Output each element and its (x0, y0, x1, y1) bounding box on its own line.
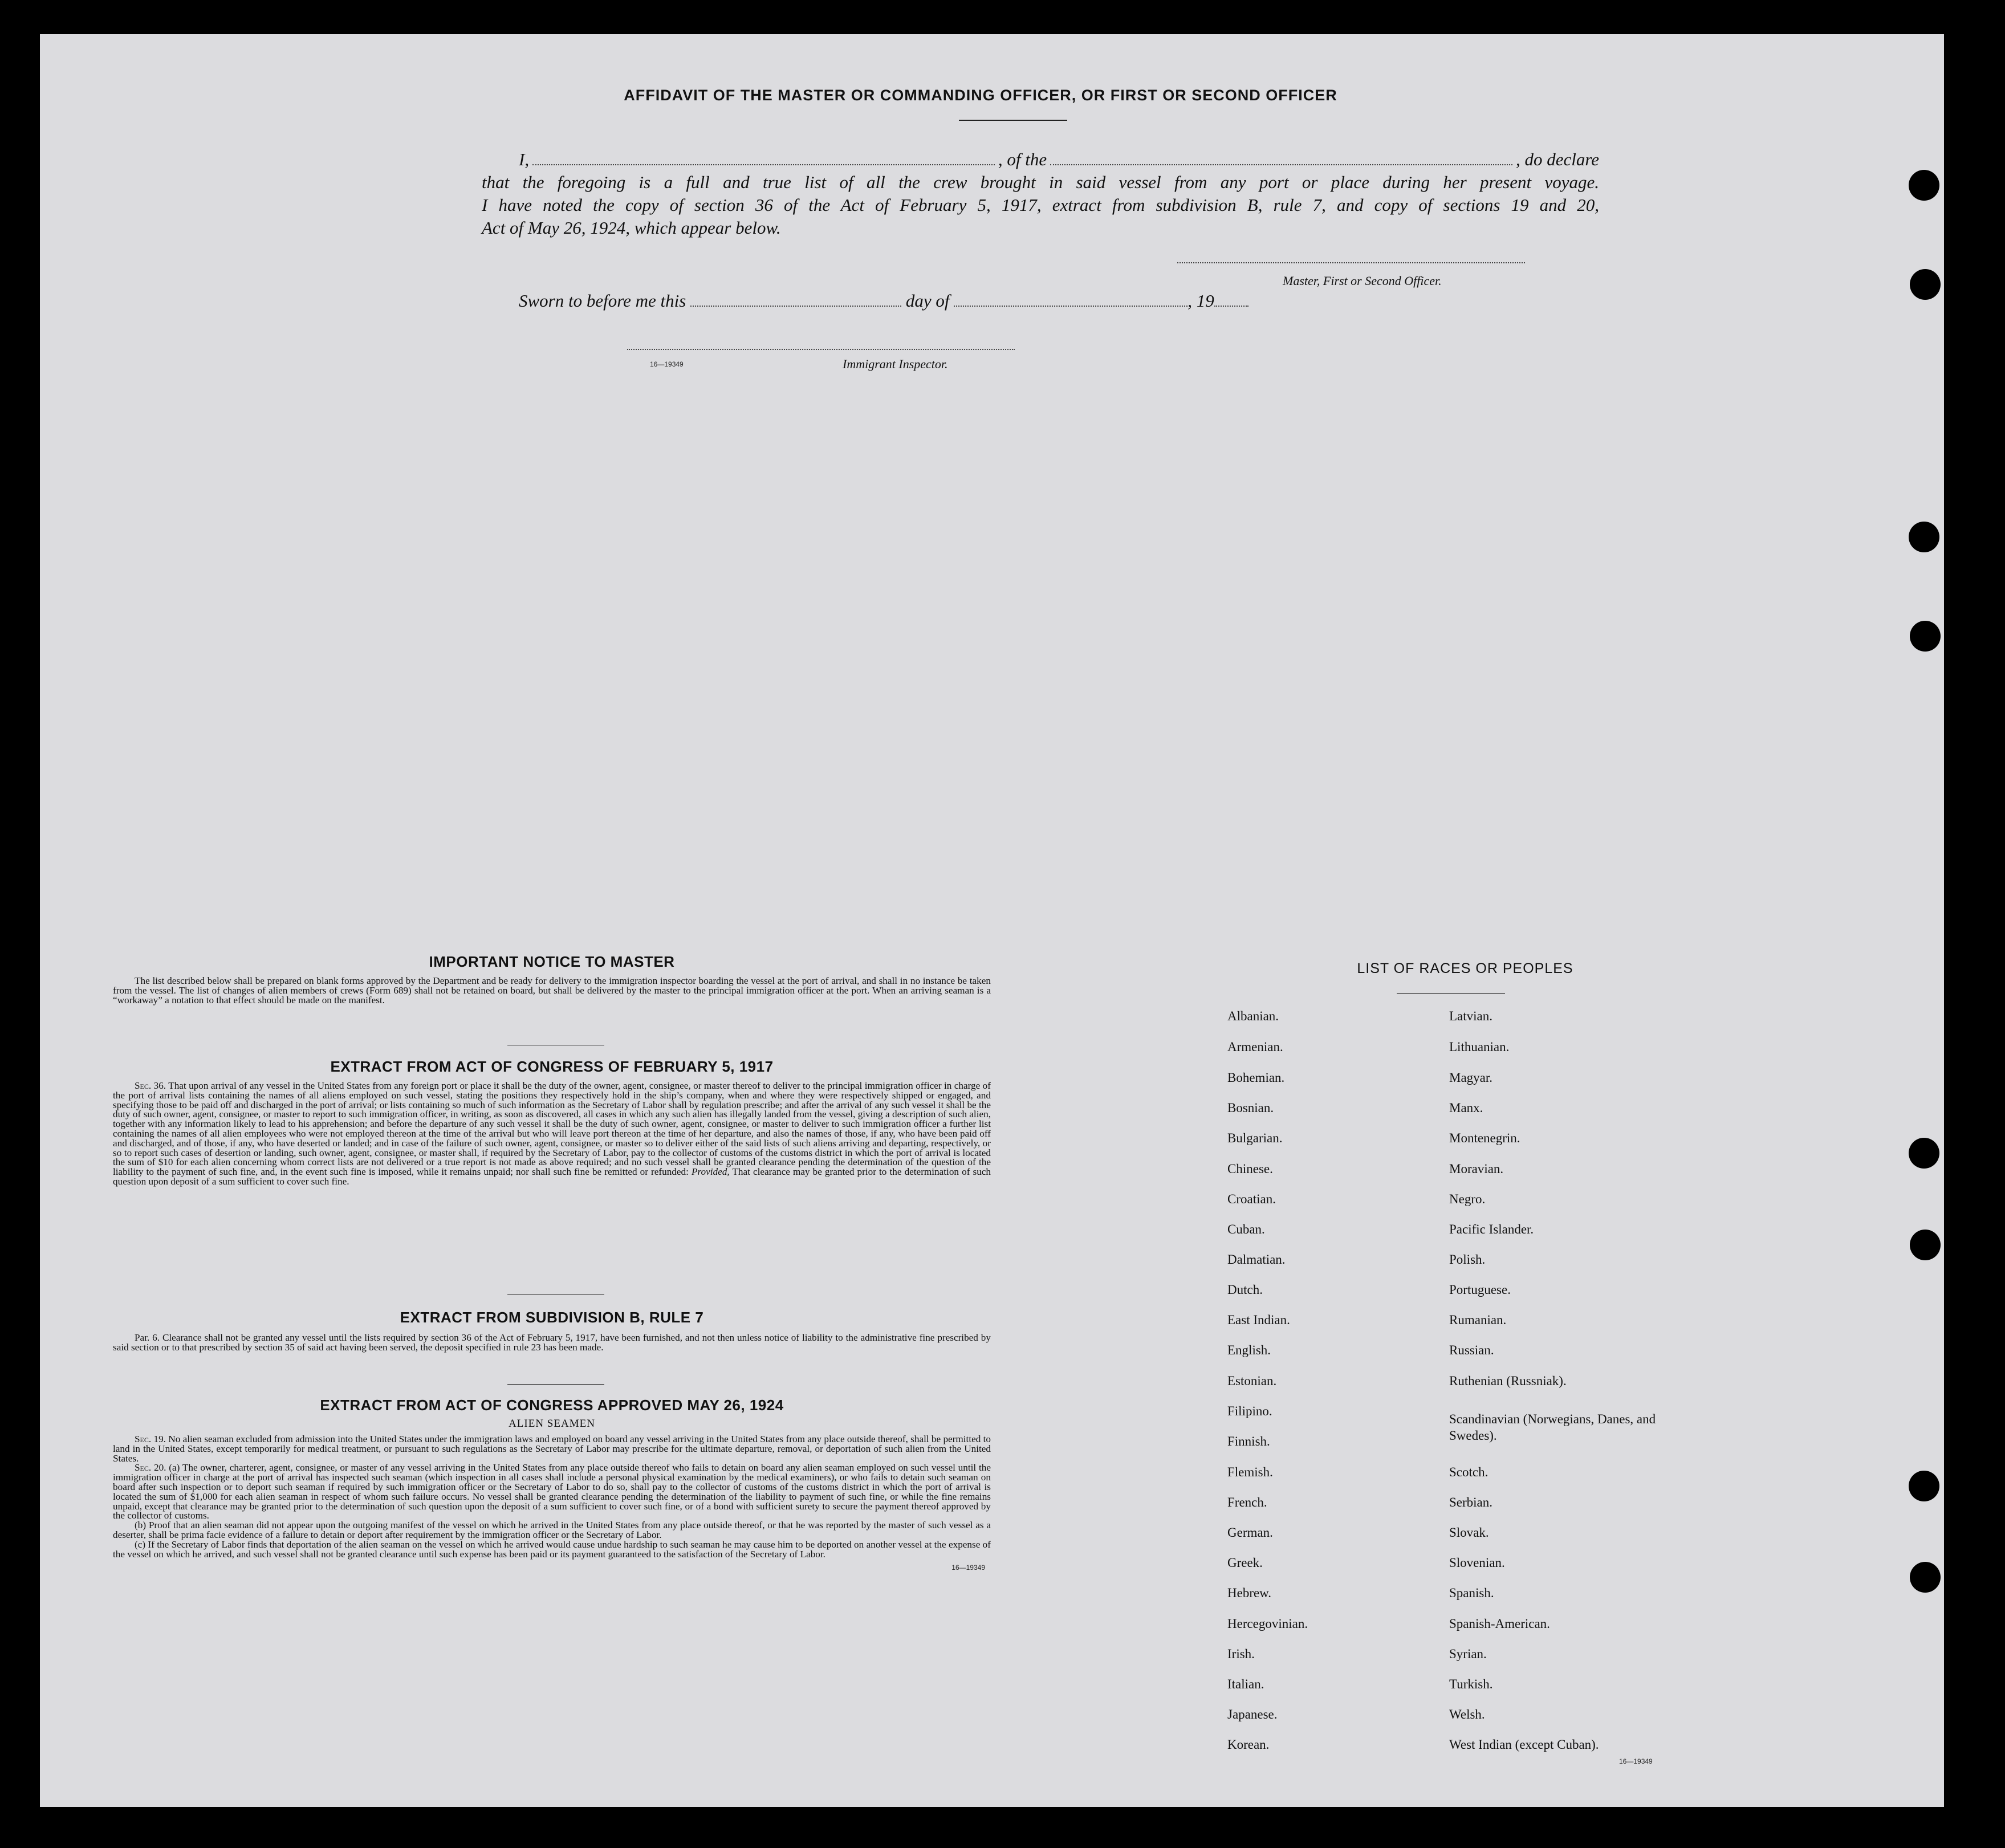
sworn-day-of: day of (905, 291, 950, 311)
form-code-notice: 16—19349 (951, 1564, 985, 1572)
affidavit-text (482, 148, 1599, 239)
sec-20c-text: (c) If the Secretary of Labor finds that deportation of the alien seaman on the vessel on which he arrived would cause undue hardship to such seaman he may cause him to be deported on another vessel at the expense of the vessel on which he arrived, and such vessel shall not be granted clearance until such expense has been paid or its payment guaranteed to the satisfaction of the Secretary of Labor. (113, 1538, 991, 1560)
alien-seamen-subtitle: ALIEN SEAMEN (509, 1418, 595, 1430)
race-item: Serbian. (1449, 1495, 1493, 1509)
affidavit-title: AFFIDAVIT OF THE MASTER OR COMMANDING OFFICER, OR FIRST OR SECOND OFFICER (624, 87, 1337, 104)
punch-hole (1910, 1562, 1941, 1593)
sworn-line (519, 291, 1374, 311)
vessel-name-field[interactable] (1050, 150, 1512, 165)
affidavit-i: I, (519, 149, 530, 169)
punch-hole (1909, 1138, 1939, 1169)
sworn-year-prefix: , 19 (1187, 291, 1214, 311)
race-item: Cuban. (1227, 1222, 1265, 1236)
race-item: Ruthenian (Russniak). (1449, 1374, 1567, 1388)
race-item: Chinese. (1227, 1162, 1273, 1176)
race-item: Moravian. (1449, 1162, 1504, 1176)
sec-36-text-end: That clearance may be granted prior to the determination of such question upon deposit of a sum sufficient to cover such fine. (113, 1166, 991, 1187)
affidavit-do-declare: , do declare (1515, 149, 1600, 169)
race-item: Hebrew. (1227, 1586, 1272, 1600)
race-item: Pacific Islander. (1449, 1222, 1534, 1236)
sec-20b-text: (b) Proof that an alien seaman did not appear upon the outgoing manifest of the vessel on which he arrived in the United States from any place outside thereof, or that he was reported by the master of such vessel as a deserter, shall be prima facie evidence of a failure to detain or deport after requirement by the immigration officer or the Secretary of Labor. (113, 1520, 991, 1540)
punch-hole (1909, 1471, 1939, 1501)
punch-hole (1909, 522, 1939, 552)
race-item: Filipino. (1227, 1404, 1272, 1418)
affidavit-line-1 (482, 148, 1599, 171)
race-item: Scandinavian (Norwegians, Danes, and Swedes). (1449, 1412, 1656, 1443)
extract-rule7-title: EXTRACT FROM SUBDIVISION B, RULE 7 (400, 1309, 704, 1326)
affidavit-of-the: , of the (998, 149, 1047, 169)
race-item: Magyar. (1449, 1070, 1493, 1085)
form-sheet (40, 34, 1944, 1807)
race-item: Flemish. (1227, 1465, 1273, 1479)
race-item: Japanese. (1227, 1707, 1278, 1721)
sec-20a-text: (a) The owner, charterer, agent, consignee, or master of any vessel arriving in the United States from any place outside thereof who fails to detain on board any alien seaman employed on such vessel until the immigration officer in charge at the port of arrival has inspected such seaman (which inspection in all cases shall include a personal physical examination by the medical examiners), or who fails to detain such seaman on board after such inspection or to deport such seaman if required by such immigration officer or the Secretary of Labor to do so, shall pay to the collector of customs of the customs district in which the port of arrival is located the sum of $1,000 for each alien seaman in respect of whom such failure occurs. No vessel shall be granted clearance pending the determination of the liability to payment of such fine, or while the fine remains unpaid, except that clearance may be granted prior to the determination of such question upon the deposit of a sum sufficient to cover such fine, or of a bond with sufficient surety to secure the payment thereof approved by the collector of customs. (113, 1462, 991, 1521)
sec-19-text: No alien seaman excluded from admission into the United States under the immigration laws and employed on board any vessel arriving in the United States from any place outside thereof, shall be permitted to land in the United States, except temporarily for medical treatment, or pursuant to such regulations as the Secretary of Labor may prescribe for the ultimate departure, removal, or deportation of such alien from the United States. (113, 1434, 991, 1464)
race-item: Bosnian. (1227, 1101, 1274, 1115)
extract-1924-title: EXTRACT FROM ACT OF CONGRESS APPROVED MAY 26, 1924 (320, 1397, 784, 1414)
race-item: Rumanian. (1449, 1313, 1507, 1327)
race-item: Estonian. (1227, 1374, 1277, 1388)
race-item: Croatian. (1227, 1192, 1276, 1206)
title-divider (959, 120, 1067, 121)
race-item: Italian. (1227, 1677, 1264, 1691)
inspector-signature-field[interactable] (627, 348, 1015, 350)
sec-36-text: That upon arrival of any vessel in the United States from any foreign port or place it shall be the duty of the owner, agent, consignee, or master thereof to deliver to the principal immigration officer in charge of the port of arrival lists containing the names of all aliens employed on such vessel, stating the positions they respectively hold in the ship’s company, when and where they were respectively shipped or engaged, and specifying those to be paid off and discharged in the port of arrival; or lists containing so much of such information as the Secretary of Labor shall by regulation prescribe; and after the arrival of any such vessel it shall be the duty of such owner, agent, consignee, or master to report to such immigration officer, in writing, as soon as discovered, all cases in which any such alien has illegally landed from the vessel, giving a description of such alien, together with any information likely to lead to his apprehension; and before the departure of any such vessel it shall be the duty of such owner, agent, consignee, or master to deliver to such immigration officer a further list containing the names of all alien employees who were not employed thereon at the time of the arrival but who will leave port thereon at the time of her departure, and also the names of those, if any, who have been paid off and discharged, and of those, if any, who have deserted or landed; and in case of the failure of such owner, agent, consignee, or master so to deliver either of the said lists of such aliens arriving and departing, respectively, or so to report such cases of desertion or landing, such owner, agent, consignee, or master shall, if required by the Secretary of Labor, pay to the collector of customs of the customs district in which the port of arrival is located the sum of $10 for each alien concerning whom correct lists are not delivered or a true report is not made as above required; and no such vessel shall be granted clearance pending the determination of the question of the liability to the payment of such fine, and, in the event such fine is imposed, while it remains unpaid; nor shall such fine be remitted or refunded: (113, 1080, 991, 1178)
race-item: West Indian (except Cuban). (1449, 1737, 1599, 1752)
race-item: Syrian. (1449, 1647, 1487, 1661)
race-item: German. (1227, 1525, 1273, 1540)
sec-20-label: Sec. 20. (135, 1462, 166, 1473)
race-item: Turkish. (1449, 1677, 1493, 1691)
race-item: Scotch. (1449, 1465, 1489, 1479)
inspector-signature-label: Immigrant Inspector. (843, 357, 948, 371)
punch-hole (1910, 1230, 1941, 1260)
race-item: Irish. (1227, 1647, 1255, 1661)
extract-1924-section (113, 1397, 991, 1572)
race-item: Slovak. (1449, 1525, 1489, 1540)
affidavit-line-4: Act of May 26, 1924, which appear below. (482, 218, 781, 238)
race-item: Spanish. (1449, 1586, 1494, 1600)
form-code-races: 16—19349 (1619, 1757, 1653, 1765)
race-item: French. (1227, 1495, 1267, 1509)
extract-1917-title: EXTRACT FROM ACT OF CONGRESS OF FEBRUARY 5, 1917 (330, 1058, 774, 1075)
race-item: English. (1227, 1343, 1271, 1357)
race-item: Korean. (1227, 1737, 1270, 1752)
extract-1917-body (113, 1081, 991, 1187)
extract-1917-section (113, 1058, 991, 1187)
divider-3 (507, 1384, 604, 1385)
race-item: Bulgarian. (1227, 1131, 1283, 1145)
race-item: Spanish-American. (1449, 1617, 1550, 1631)
form-code-top: 16—19349 (650, 360, 684, 368)
race-item: Lithuanian. (1449, 1040, 1510, 1054)
races-divider (1397, 993, 1505, 994)
race-item: Latvian. (1449, 1009, 1492, 1023)
race-item: Russian. (1449, 1343, 1494, 1357)
race-item: Manx. (1449, 1101, 1483, 1115)
race-item: Polish. (1449, 1252, 1486, 1267)
sec-19-label: Sec. 19. (135, 1434, 166, 1444)
race-item: Hercegovinian. (1227, 1617, 1308, 1631)
sec-36-provided: Provided, (691, 1166, 730, 1178)
race-item: Welsh. (1449, 1707, 1485, 1721)
race-item: Dalmatian. (1227, 1252, 1286, 1267)
race-item: East Indian. (1227, 1313, 1290, 1327)
sworn-month-field[interactable] (954, 293, 1187, 307)
race-item: Albanian. (1227, 1009, 1279, 1023)
affidavit-line-3: I have noted the copy of section 36 of the Act of February 5, 1917, extract from subdivision B, rule 7, and copy of sections 19 and 20, (482, 195, 1599, 215)
race-item: Finnish. (1227, 1434, 1270, 1448)
master-signature-label: Master, First or Second Officer. (1283, 274, 1442, 288)
sworn-label: Sworn to before me this (519, 291, 686, 311)
sec-36-label: Sec. 36. (135, 1080, 166, 1091)
extract-1924-body (113, 1435, 991, 1559)
race-item: Armenian. (1227, 1040, 1283, 1054)
notice-paragraph: The list described below shall be prepared on blank forms approved by the Department and be ready for delivery to the immigration inspector boarding the vessel at the port of arrival, and shall in no instance be taken from the vessel. The list of changes of alien members of crews (Form 689) shall not be retained on board, but shall be delivered by the master to the principal immigration officer at the port. When an arriving seaman is a “workaway” a notation to that effect should be made on the manifest. (113, 975, 991, 1006)
notice-section (113, 953, 991, 1005)
races-title: LIST OF RACES OR PEOPLES (1357, 960, 1573, 976)
punch-hole (1909, 170, 1939, 201)
race-item: Slovenian. (1449, 1556, 1505, 1570)
affidavit-line-2: that the foregoing is a full and true list of all the crew brought in said vessel from any port or place during her present voyage. (482, 172, 1599, 192)
sworn-day-field[interactable] (690, 293, 901, 307)
master-signature-field[interactable] (1177, 261, 1525, 263)
race-item: Montenegrin. (1449, 1131, 1520, 1145)
punch-hole (1910, 621, 1941, 652)
punch-hole (1910, 269, 1941, 300)
race-item: Bohemian. (1227, 1070, 1285, 1085)
sworn-year-field[interactable] (1214, 293, 1248, 307)
rule7-paragraph: Par. 6. Clearance shall not be granted any vessel until the lists required by section 36 of the Act of February 5, 1917, have been furnished, and not then unless notice of liability to the administrative fine prescribed by said section or to that prescribed by section 35 of said act having been served, the deposit specified in rule 23 has been made. (113, 1332, 991, 1353)
extract-rule7-section (113, 1309, 991, 1353)
race-item: Portuguese. (1449, 1283, 1511, 1297)
race-item: Dutch. (1227, 1283, 1263, 1297)
race-item: Negro. (1449, 1192, 1486, 1206)
extract-rule7-body (113, 1333, 991, 1353)
notice-title: IMPORTANT NOTICE TO MASTER (429, 953, 675, 970)
race-item: Greek. (1227, 1556, 1263, 1570)
officer-name-field[interactable] (532, 150, 995, 165)
notice-body (113, 976, 991, 1005)
